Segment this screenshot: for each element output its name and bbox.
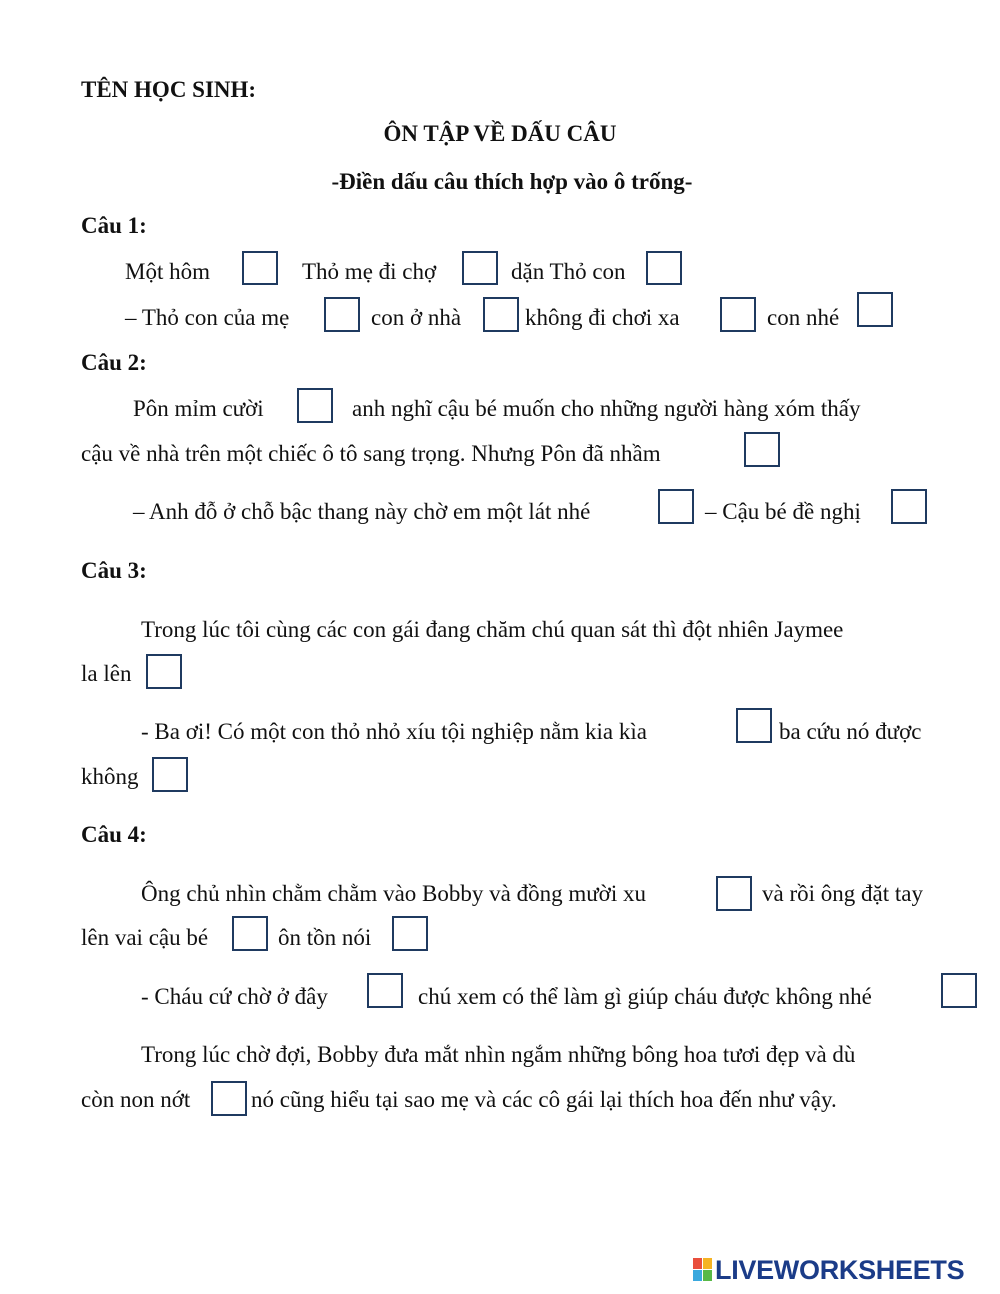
answer-box-9[interactable]	[744, 432, 780, 467]
answer-box-1[interactable]	[242, 251, 278, 285]
question-1-text: dặn Thỏ con	[511, 259, 626, 284]
answer-box-6[interactable]	[720, 297, 756, 332]
answer-box-10[interactable]	[658, 489, 694, 524]
answer-box-15[interactable]	[716, 876, 752, 911]
question-3-text: - Ba ơi! Có một con thỏ nhỏ xíu tội nghiệp nằm kia kìa	[141, 719, 647, 744]
question-1-label: Câu 1:	[81, 213, 147, 238]
question-3-text: Trong lúc tôi cùng các con gái đang chăm chú quan sát thì đột nhiên Jaymee	[141, 617, 844, 642]
answer-box-20[interactable]	[211, 1081, 247, 1116]
answer-box-11[interactable]	[891, 489, 927, 524]
liveworksheets-cube-icon	[693, 1258, 713, 1282]
answer-box-3[interactable]	[646, 251, 682, 285]
question-1-text: Thỏ mẹ đi chợ	[302, 259, 437, 284]
student-name-label: TÊN HỌC SINH:	[81, 77, 257, 102]
answer-box-18[interactable]	[367, 973, 403, 1008]
question-1-text: con ở nhà	[371, 305, 462, 330]
question-2-text: anh nghĩ cậu bé muốn cho những người hàng xóm thấy	[352, 396, 861, 421]
question-1-text: con nhé	[767, 305, 840, 330]
answer-box-19[interactable]	[941, 973, 977, 1008]
question-3-text: ba cứu nó được	[779, 719, 922, 744]
question-1-text: không đi chơi xa	[525, 305, 680, 330]
answer-box-7[interactable]	[857, 292, 893, 327]
answer-box-12[interactable]	[146, 654, 182, 689]
question-4-text: còn non nớt	[81, 1087, 191, 1112]
question-3-text: la lên	[81, 661, 132, 686]
answer-box-16[interactable]	[232, 916, 268, 951]
answer-box-8[interactable]	[297, 388, 333, 423]
cube-red	[693, 1258, 702, 1269]
cube-blue	[693, 1270, 702, 1281]
liveworksheets-wordmark: LIVEWORKSHEETS	[715, 1255, 965, 1285]
question-4-text: lên vai cậu bé	[81, 925, 209, 950]
answer-box-5[interactable]	[483, 297, 519, 332]
question-4-text: Trong lúc chờ đợi, Bobby đưa mắt nhìn ngắm những bông hoa tươi đẹp và dù	[141, 1042, 856, 1067]
worksheet-instructions: -Điền dấu câu thích hợp vào ô trống-	[331, 169, 693, 194]
question-1-text: – Thỏ con của mẹ	[125, 305, 290, 330]
answer-box-4[interactable]	[324, 297, 360, 332]
question-4-text: nó cũng hiểu tại sao mẹ và các cô gái lại thích hoa đến như vậy.	[251, 1087, 837, 1112]
question-3-label: Câu 3:	[81, 558, 147, 583]
cube-yellow	[703, 1258, 712, 1269]
answer-box-14[interactable]	[152, 757, 188, 792]
answer-box-13[interactable]	[736, 708, 772, 743]
question-4-text: chú xem có thể làm gì giúp cháu được không nhé	[418, 984, 872, 1009]
question-2-text: Pôn mỉm cười	[133, 396, 264, 421]
question-4-label: Câu 4:	[81, 822, 147, 847]
question-4-text: - Cháu cứ chờ ở đây	[141, 984, 328, 1009]
worksheet-title: ÔN TẬP VỀ DẤU CÂU	[383, 121, 617, 146]
question-4-text: và rồi ông đặt tay	[762, 881, 923, 906]
question-2-text: – Anh đỗ ở chỗ bậc thang này chờ em một lát nhé	[133, 499, 591, 524]
question-2-label: Câu 2:	[81, 350, 147, 375]
question-2-text: – Cậu bé đề nghị	[705, 499, 861, 524]
question-4-text: Ông chủ nhìn chằm chằm vào Bobby và đồng mười xu	[141, 881, 646, 906]
question-4-text: ôn tồn nói	[278, 925, 372, 950]
question-1-text: Một hôm	[125, 259, 210, 284]
answer-box-17[interactable]	[392, 916, 428, 951]
question-3-text: không	[81, 764, 139, 789]
answer-box-2[interactable]	[462, 251, 498, 285]
question-2-text: cậu về nhà trên một chiếc ô tô sang trọng. Nhưng Pôn đã nhầm	[81, 441, 661, 466]
cube-green	[703, 1270, 712, 1281]
